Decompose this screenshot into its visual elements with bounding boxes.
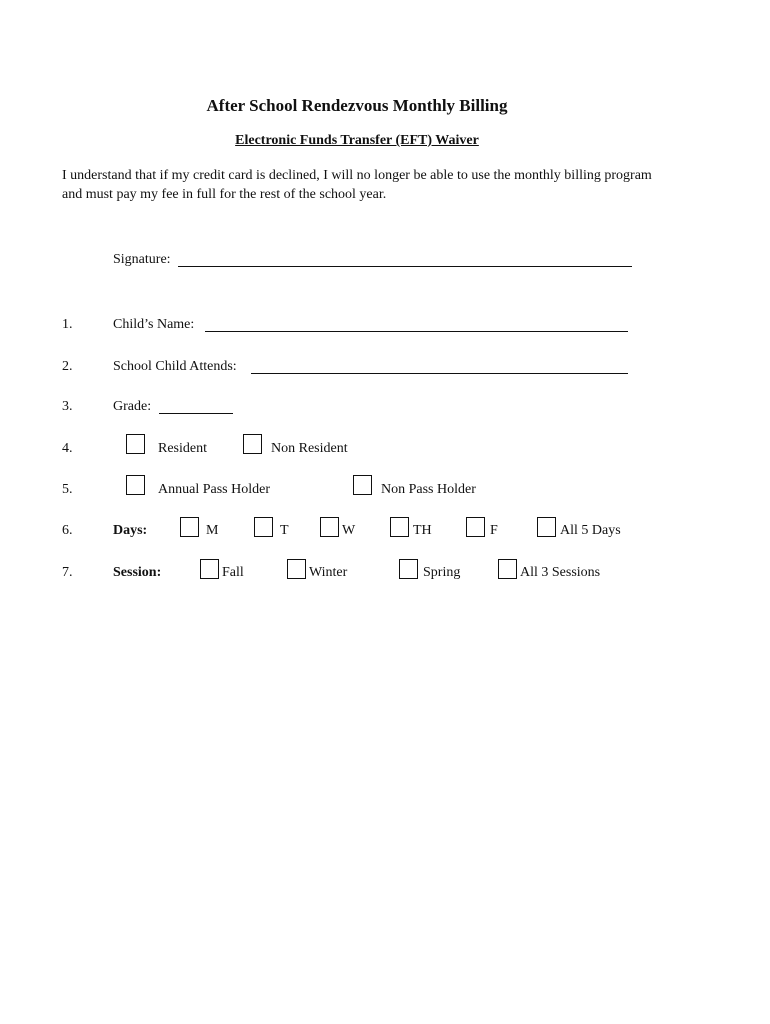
day-m-checkbox[interactable]	[180, 517, 199, 537]
child-name-label: Child’s Name:	[113, 317, 195, 332]
day-f-checkbox[interactable]	[466, 517, 485, 537]
all-days-label: All 5 Days	[560, 523, 621, 538]
grade-field[interactable]	[159, 398, 233, 414]
day-w-checkbox[interactable]	[320, 517, 339, 537]
item-number-6: 6.	[62, 523, 73, 538]
day-t-checkbox[interactable]	[254, 517, 273, 537]
signature-row	[113, 252, 171, 268]
resident-label: Resident	[158, 441, 207, 456]
day-th-checkbox[interactable]	[390, 517, 409, 537]
day-w-label: W	[342, 523, 356, 538]
child-name-field[interactable]	[205, 316, 628, 332]
session-winter-checkbox[interactable]	[287, 559, 306, 579]
non-pass-label: Non Pass Holder	[381, 482, 476, 497]
school-field[interactable]	[251, 358, 628, 374]
form-subtitle: Electronic Funds Transfer (EFT) Waiver	[235, 133, 479, 148]
non-pass-checkbox[interactable]	[353, 475, 372, 495]
school-label: School Child Attends:	[113, 359, 237, 374]
session-spring-label: Spring	[423, 565, 461, 580]
form-title: After School Rendezvous Monthly Billing	[206, 96, 508, 115]
non-resident-label: Non Resident	[271, 441, 348, 456]
item-number-2: 2.	[62, 359, 73, 374]
intro-paragraph: I understand that if my credit card is declined, I will no longer be able to use the monthly billing program and must pay my fee in full for the rest of the school year.	[62, 168, 652, 202]
all-days-checkbox[interactable]	[537, 517, 556, 537]
item-number-5: 5.	[62, 482, 73, 497]
day-t-label: T	[280, 523, 289, 538]
all-sessions-label: All 3 Sessions	[520, 565, 601, 580]
days-label: Days:	[113, 523, 148, 538]
item-number-3: 3.	[62, 399, 73, 414]
signature-field[interactable]	[178, 251, 632, 267]
signature-label: Signature:	[113, 252, 171, 267]
item-number-7: 7.	[62, 565, 73, 580]
item-number-1: 1.	[62, 317, 73, 332]
annual-pass-label: Annual Pass Holder	[158, 482, 270, 497]
grade-label: Grade:	[113, 399, 152, 414]
non-resident-checkbox[interactable]	[243, 434, 262, 454]
session-winter-label: Winter	[309, 565, 348, 580]
session-label: Session:	[113, 565, 162, 580]
item-number-4: 4.	[62, 441, 73, 456]
annual-pass-checkbox[interactable]	[126, 475, 145, 495]
session-fall-checkbox[interactable]	[200, 559, 219, 579]
session-fall-label: Fall	[222, 565, 244, 580]
all-sessions-checkbox[interactable]	[498, 559, 517, 579]
session-spring-checkbox[interactable]	[399, 559, 418, 579]
day-th-label: TH	[413, 523, 432, 538]
day-m-label: M	[206, 523, 219, 538]
resident-checkbox[interactable]	[126, 434, 145, 454]
day-f-label: F	[490, 523, 498, 538]
